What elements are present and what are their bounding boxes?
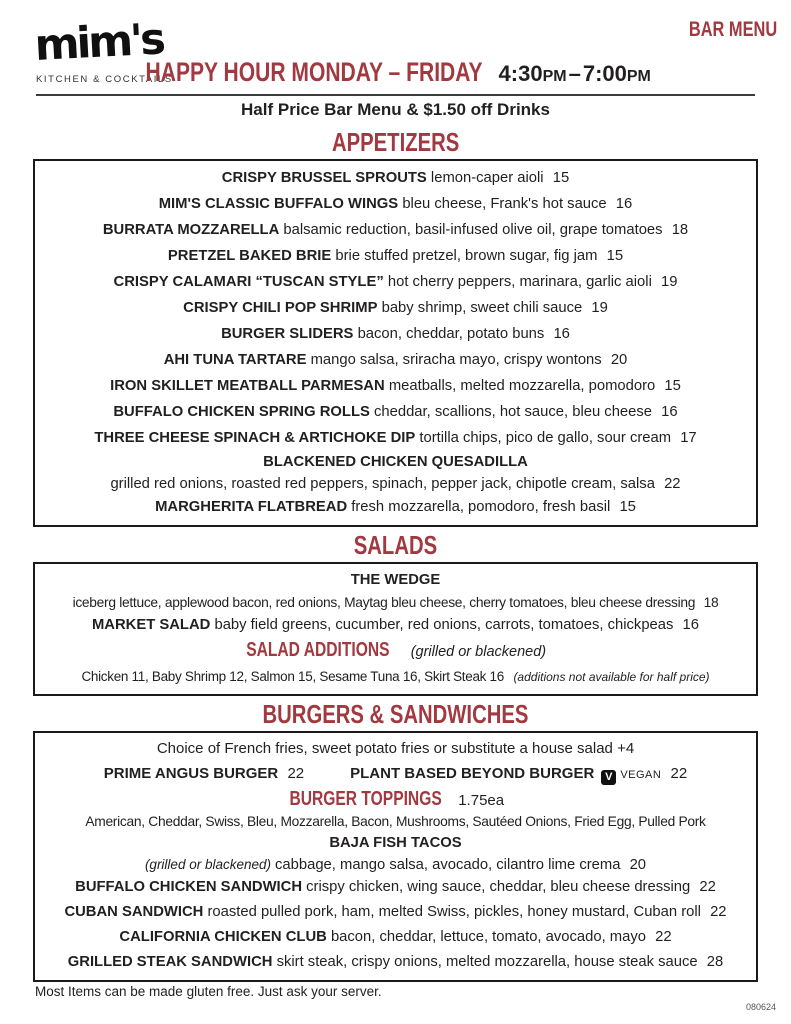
gluten-free-note: Most Items can be made gluten free. Just ask your server. [35, 984, 382, 999]
item-price: 19 [660, 274, 678, 290]
item-price: 18 [671, 222, 689, 238]
item-price: 22 [710, 904, 727, 920]
item-name: MIM'S CLASSIC BUFFALO WINGS [158, 196, 399, 212]
salad-additions-note: (grilled or blackened) [410, 644, 547, 660]
salad-additions-label: SALAD ADDITIONS [246, 639, 390, 661]
item-price: 22 [699, 879, 716, 895]
item-desc: iceberg lettuce, applewood bacon, red onions, Maytag bleu cheese, cherry tomatoes, bleu cheese dressing [72, 595, 696, 610]
burgers-box [33, 731, 758, 982]
happy-hour-time [499, 61, 651, 86]
logo-wordmark: mim's [33, 14, 165, 71]
item-price: 28 [706, 954, 724, 970]
item-desc: lemon-caper aioli [430, 170, 544, 186]
time-start-pm: PM [542, 68, 567, 85]
item-name: BURRATA MOZZARELLA [102, 222, 280, 238]
menu-item [43, 347, 748, 373]
menu-item [43, 875, 748, 900]
happy-hour-label: HAPPY HOUR MONDAY – FRIDAY [145, 57, 483, 87]
appetizers-title-text: APPETIZERS [331, 127, 460, 157]
menu-item-stacked-desc [43, 592, 748, 613]
additions-options-text: Chicken 11, Baby Shrimp 12, Salmon 15, Sesame Tuna 16, Skirt Steak 16 [81, 669, 504, 684]
menu-item [43, 613, 748, 638]
item-desc: grilled red onions, roasted red peppers, spinach, pepper jack, chipotle cream, salsa [110, 476, 655, 492]
item-price: 22 [664, 476, 681, 492]
item-name: BAJA FISH TACOS [329, 835, 462, 851]
menu-item [43, 425, 748, 451]
burger-toppings-list [43, 812, 748, 831]
item-name: MARGHERITA FLATBREAD [155, 499, 348, 515]
item-price: 15 [606, 248, 624, 264]
item-name: PRIME ANGUS BURGER [103, 765, 279, 782]
burgers-intro [43, 737, 748, 761]
menu-content [33, 128, 758, 982]
burger-toppings-label: BURGER TOPPINGS [289, 788, 442, 810]
item-desc: skirt steak, crispy onions, melted mozzarella, house steak sauce [276, 954, 698, 970]
menu-item [43, 399, 748, 425]
time-end: 7:00 [582, 61, 627, 86]
item-name: PRETZEL BAKED BRIE [167, 248, 332, 264]
item-price: 22 [655, 929, 672, 945]
burger-duo-line [43, 761, 748, 788]
item-price: 18 [703, 595, 719, 610]
item-name: PLANT BASED BEYOND BURGER [350, 765, 595, 782]
salad-additions-options [43, 665, 748, 689]
menu-item-stacked-desc [43, 855, 748, 875]
happy-hour-subtitle: Half Price Bar Menu & $1.50 off Drinks [241, 100, 550, 119]
additions-disclaimer: (additions not available for half price) [513, 670, 710, 684]
item-desc: fresh mozzarella, pomodoro, fresh basil [351, 499, 611, 515]
toppings-list-text: American, Cheddar, Swiss, Bleu, Mozzarella, Bacon, Mushrooms, Sautéed Onions, Fried Egg, Pulled Pork [85, 814, 706, 829]
menu-item [43, 295, 748, 321]
item-name: MARKET SALAD [91, 617, 211, 633]
menu-item [43, 243, 748, 269]
item-price: 20 [629, 857, 647, 873]
menu-item-beyond-burger [350, 761, 687, 788]
menu-item [43, 373, 748, 399]
menu-item-stacked-name [43, 568, 748, 592]
menu-item [43, 217, 748, 243]
item-name: BUFFALO CHICKEN SPRING ROLLS [113, 404, 370, 420]
menu-item [43, 165, 748, 191]
item-name: CUBAN SANDWICH [64, 904, 204, 920]
menu-item [43, 321, 748, 347]
item-price: 20 [610, 352, 628, 368]
item-name: BUFFALO CHICKEN SANDWICH [75, 879, 303, 895]
item-desc: crispy chicken, wing sauce, cheddar, bleu cheese dressing [306, 879, 691, 895]
happy-hour-line [0, 57, 791, 88]
item-prefix: (grilled or blackened) [144, 857, 271, 872]
time-start: 4:30 [498, 61, 543, 86]
menu-item [43, 925, 748, 950]
menu-item-stacked-name [43, 831, 748, 855]
burger-toppings-price: 1.75ea [458, 792, 505, 809]
item-desc: baby shrimp, sweet chili sauce [381, 300, 583, 316]
menu-item [43, 900, 748, 925]
item-name: THREE CHEESE SPINACH & ARTICHOKE DIP [94, 430, 416, 446]
section-title-appetizers [33, 128, 758, 156]
menu-item-prime-angus [104, 761, 304, 786]
menu-item [43, 494, 748, 520]
time-end-pm: PM [626, 68, 651, 85]
bar-menu-label [664, 18, 777, 42]
item-price: 15 [619, 499, 636, 515]
appetizers-box [33, 159, 758, 527]
item-price: 22 [287, 765, 305, 782]
item-price: 17 [680, 430, 697, 446]
item-price: 22 [670, 765, 688, 782]
item-name: CALIFORNIA CHICKEN CLUB [119, 929, 327, 945]
vegan-icon: V [601, 770, 616, 785]
menu-item-stacked-name [43, 451, 748, 474]
time-dash: – [568, 61, 581, 86]
vegan-label: VEGAN [620, 769, 662, 781]
section-title-burgers [33, 700, 758, 728]
document-code: 080624 [745, 1002, 776, 1012]
menu-item [43, 950, 748, 975]
bar-menu-text: BAR MENU [688, 18, 777, 41]
item-desc: cabbage, mango salsa, avocado, cilantro lime crema [275, 857, 621, 873]
item-name: GRILLED STEAK SANDWICH [67, 954, 273, 970]
burgers-title-text: BURGERS & SANDWICHES [262, 699, 529, 729]
item-desc: meatballs, melted mozzarella, pomodoro [388, 378, 656, 394]
item-name: BURGER SLIDERS [221, 326, 354, 342]
item-desc: balsamic reduction, basil-infused olive oil, grape tomatoes [283, 222, 663, 238]
item-price: 16 [682, 617, 700, 633]
menu-item [43, 191, 748, 217]
item-desc: brie stuffed pretzel, brown sugar, fig jam [335, 248, 598, 264]
section-title-salads [33, 531, 758, 559]
menu-item-stacked-desc [43, 474, 748, 494]
logo-tagline: KITCHEN & COCKTAILS [36, 74, 173, 86]
item-name: BLACKENED CHICKEN QUESADILLA [263, 454, 528, 470]
item-price: 15 [552, 170, 570, 186]
item-name: CRISPY CHILI POP SHRIMP [183, 300, 378, 316]
item-name: THE WEDGE [350, 572, 441, 588]
item-desc: bacon, cheddar, lettuce, tomato, avocado, mayo [330, 929, 646, 945]
item-price: 16 [661, 404, 678, 420]
item-desc: hot cherry peppers, marinara, garlic aioli [387, 274, 652, 290]
salad-additions-header [43, 638, 748, 665]
item-price: 19 [591, 300, 608, 316]
item-name: CRISPY BRUSSEL SPROUTS [221, 170, 427, 186]
item-desc: bacon, cheddar, potato buns [357, 326, 545, 342]
header-divider [36, 94, 755, 96]
item-price: 16 [615, 196, 633, 212]
item-desc: cheddar, scallions, hot sauce, bleu cheese [373, 404, 653, 420]
item-name: IRON SKILLET MEATBALL PARMESAN [110, 378, 385, 394]
item-price: 16 [553, 326, 570, 342]
salads-title-text: SALADS [353, 530, 438, 560]
item-price: 15 [664, 378, 681, 394]
salads-box [33, 562, 758, 696]
menu-item [43, 269, 748, 295]
item-desc: bleu cheese, Frank's hot sauce [402, 196, 607, 212]
burgers-intro-text: Choice of French fries, sweet potato fries or substitute a house salad +4 [156, 740, 635, 757]
item-desc: baby field greens, cucumber, red onions, carrots, tomatoes, chickpeas [214, 617, 674, 633]
item-desc: tortilla chips, pico de gallo, sour cream [419, 430, 672, 446]
item-desc: roasted pulled pork, ham, melted Swiss, pickles, honey mustard, Cuban roll [207, 904, 701, 920]
item-desc: mango salsa, sriracha mayo, crispy wontons [310, 352, 602, 368]
item-name: CRISPY CALAMARI “TUSCAN STYLE” [113, 274, 384, 290]
burger-toppings-header [43, 788, 748, 812]
item-name: AHI TUNA TARTARE [163, 352, 307, 368]
